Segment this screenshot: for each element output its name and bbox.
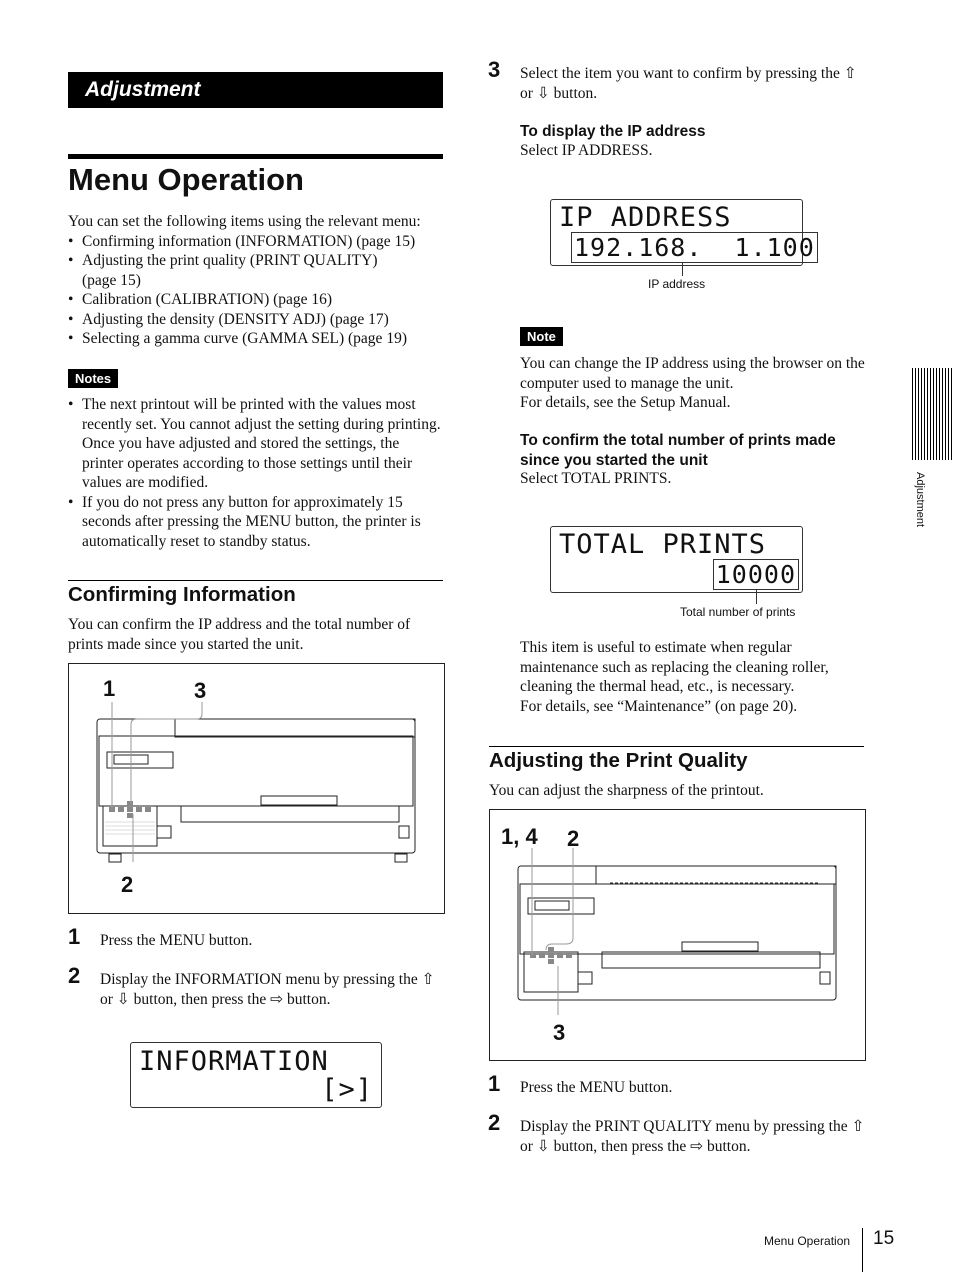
ip-heading: To display the IP address <box>520 123 706 140</box>
page-number: 15 <box>873 1228 895 1249</box>
lcd-ip-address <box>550 199 815 266</box>
total-heading: To confirm the total number of prints made since you started the unit <box>520 432 836 469</box>
confirming-body: You can confirm the IP address and the total number of prints made since you started the unit. <box>68 616 411 653</box>
page-title: Menu Operation <box>68 162 304 197</box>
lcd-total-prints <box>550 526 803 593</box>
callout-3: 3 <box>194 678 207 703</box>
lcd-line1: IP ADDRESS <box>559 202 732 233</box>
lcd-line2: 10000 <box>713 559 799 590</box>
useful-text-2: For details, see “Maintenance” (on page 20). <box>520 697 798 715</box>
lcd-line2: 192.168. 1.100 <box>571 232 818 263</box>
callout-3: 3 <box>553 1020 566 1045</box>
step-text: Select the item you want to confirm by pressing the ⇧ or ⇩ button. <box>520 65 857 102</box>
callout-1: 1 <box>103 676 116 701</box>
list-item: • Adjusting the density (DENSITY ADJ) (page 17) <box>68 310 448 330</box>
step-text: Press the MENU button. <box>520 1079 673 1096</box>
step-text: Display the PRINT QUALITY menu by pressing the ⇧ or ⇩ button, then press the ⇨ button. <box>520 1118 865 1155</box>
note-body-2: For details, see the Setup Manual. <box>520 394 731 411</box>
step-text: Press the MENU button. <box>100 932 253 949</box>
intro-block <box>68 212 448 349</box>
menu-items-list <box>68 232 448 349</box>
intro-text: You can set the following items using the relevant menu: <box>68 213 421 230</box>
step-text: Display the INFORMATION menu by pressing the ⇧ or ⇩ button, then press the ⇨ button. <box>100 971 435 1008</box>
leader-line <box>682 262 683 276</box>
total-body: Select TOTAL PRINTS. <box>520 470 672 487</box>
lcd-information <box>130 1042 382 1108</box>
leader-line <box>756 590 757 604</box>
printer-illustration <box>490 810 865 1060</box>
lcd-line1: TOTAL PRINTS <box>559 529 767 560</box>
list-item: • Confirming information (INFORMATION) (page 15) <box>68 232 448 252</box>
note-label: Note <box>520 327 563 346</box>
printer-figure-1 <box>68 663 445 914</box>
callout-2: 2 <box>121 872 134 897</box>
print-quality-body: You can adjust the sharpness of the printout. <box>489 782 764 799</box>
heading-rule <box>489 746 864 747</box>
useful-text: This item is useful to estimate when regular maintenance such as replacing the cleaning roller, cleaning the thermal head, etc., is necessary. <box>520 639 829 695</box>
total-caption: Total number of prints <box>680 605 796 619</box>
note-body: You can change the IP address using the browser on the computer used to manage the unit. <box>520 355 865 392</box>
side-tab-label: Adjustment <box>914 472 926 528</box>
notes-list <box>68 395 443 551</box>
list-item: • Calibration (CALIBRATION) (page 16) <box>68 290 448 310</box>
ip-caption: IP address <box>648 277 706 291</box>
section-band: Adjustment <box>68 72 443 108</box>
step-number: 1 <box>68 924 81 949</box>
print-quality-heading: Adjusting the Print Quality <box>489 749 748 772</box>
callout-1-4: 1, 4 <box>501 824 538 849</box>
footer-rule <box>862 1228 863 1272</box>
useful-block <box>520 638 865 716</box>
list-item: • If you do not press any button for approximately 15 seconds after pressing the MENU button, the printer is automatically reset to standby status. <box>68 493 443 552</box>
notes-label: Notes <box>68 369 118 388</box>
step-number: 1 <box>488 1071 501 1096</box>
ip-body: Select IP ADDRESS. <box>520 142 653 159</box>
callout-2: 2 <box>567 826 580 851</box>
lcd-line2: [>] <box>321 1074 373 1105</box>
title-rule <box>68 154 443 159</box>
step-number: 3 <box>488 57 501 82</box>
printer-figure-2 <box>489 809 866 1061</box>
heading-rule <box>68 580 443 581</box>
step-number: 2 <box>68 963 81 988</box>
side-index-tab <box>912 368 954 460</box>
footer-label: Menu Operation <box>764 1234 851 1248</box>
step-number: 2 <box>488 1110 501 1135</box>
list-item: • Selecting a gamma curve (GAMMA SEL) (page 19) <box>68 329 448 349</box>
list-item: • The next printout will be printed with the values most recently set. You cannot adjust the setting during printing. Once you have adjusted and stored the settings, the printer operates according to those settings until their values are modified. <box>68 395 443 493</box>
lcd-line1: INFORMATION <box>139 1046 329 1077</box>
confirming-heading: Confirming Information <box>68 583 296 606</box>
list-item: • Adjusting the print quality (PRINT QUALITY) (page 15) <box>68 251 412 290</box>
note-block <box>520 354 865 413</box>
